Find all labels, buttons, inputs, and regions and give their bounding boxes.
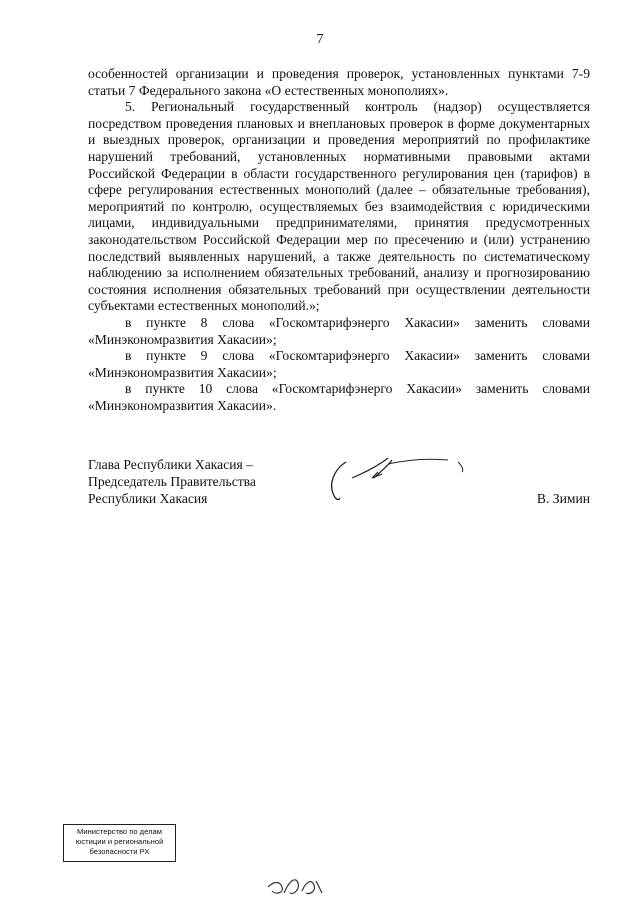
signatory-title-line: Республики Хакасия xyxy=(88,491,208,506)
paragraph-item-5: 5. Региональный государственный контроль (надзор) осуществляется посредством проведения плановых и внеплановых проверок в форме документарных и выездных проверок, организации и проведения мероприятий по профилактике нарушений требований, установленных нормативными правовыми актами Российской Федерации в области государственного регулирования цен (тарифов) в сфере регулирования естественных монополий (далее – обязательные требования), мероприятий по контролю, осуществляемых без взаимодействия с юридическими лицами, индивидуальными предпринимателями, принятия предусмотренных законодательством Российской Федерации мер по пресечению и (или) устранению последствий выявленных нарушений, а также деятельность по систематическому наблюдению за исполнением обязательных требований, анализу и прогнозированию состояния исполнения обязательных требований при осуществлении деятельности субъектами естественных монополий.»; xyxy=(88,99,590,314)
stamp-line: юстиции и региональной xyxy=(75,837,164,846)
paragraph-amendment-8: в пункте 8 слова «Госкомтарифэнерго Хакасии» заменить словами «Минэкономразвития Хакасии»; xyxy=(88,314,590,347)
document-body xyxy=(88,66,590,414)
stamp-line: безопасности РХ xyxy=(89,847,150,856)
handwritten-mark xyxy=(262,873,330,899)
handwritten-signature xyxy=(326,448,476,510)
stamp-line: Министерство по делам xyxy=(77,827,162,836)
paragraph-continuation: особенностей организации и проведения проверок, установленных пунктами 7-9 статьи 7 Федерального закона «О естественных монополиях». xyxy=(88,66,590,98)
signatory-name: В. Зимин xyxy=(536,491,590,506)
signatory-title xyxy=(88,456,256,507)
page-number: 7 xyxy=(316,32,324,47)
registration-stamp xyxy=(63,824,176,862)
paragraph-amendment-10: в пункте 10 слова «Госкомтарифэнерго Хакасии» заменить словами «Минэкономразвития Хакасии». xyxy=(88,381,590,413)
signatory-title-line: Председатель Правительства xyxy=(88,474,256,489)
signatory-title-line: Глава Республики Хакасия – xyxy=(88,457,253,472)
paragraph-amendment-9: в пункте 9 слова «Госкомтарифэнерго Хакасии» заменить словами «Минэкономразвития Хакасии»; xyxy=(88,348,590,380)
signature-block xyxy=(88,456,590,516)
